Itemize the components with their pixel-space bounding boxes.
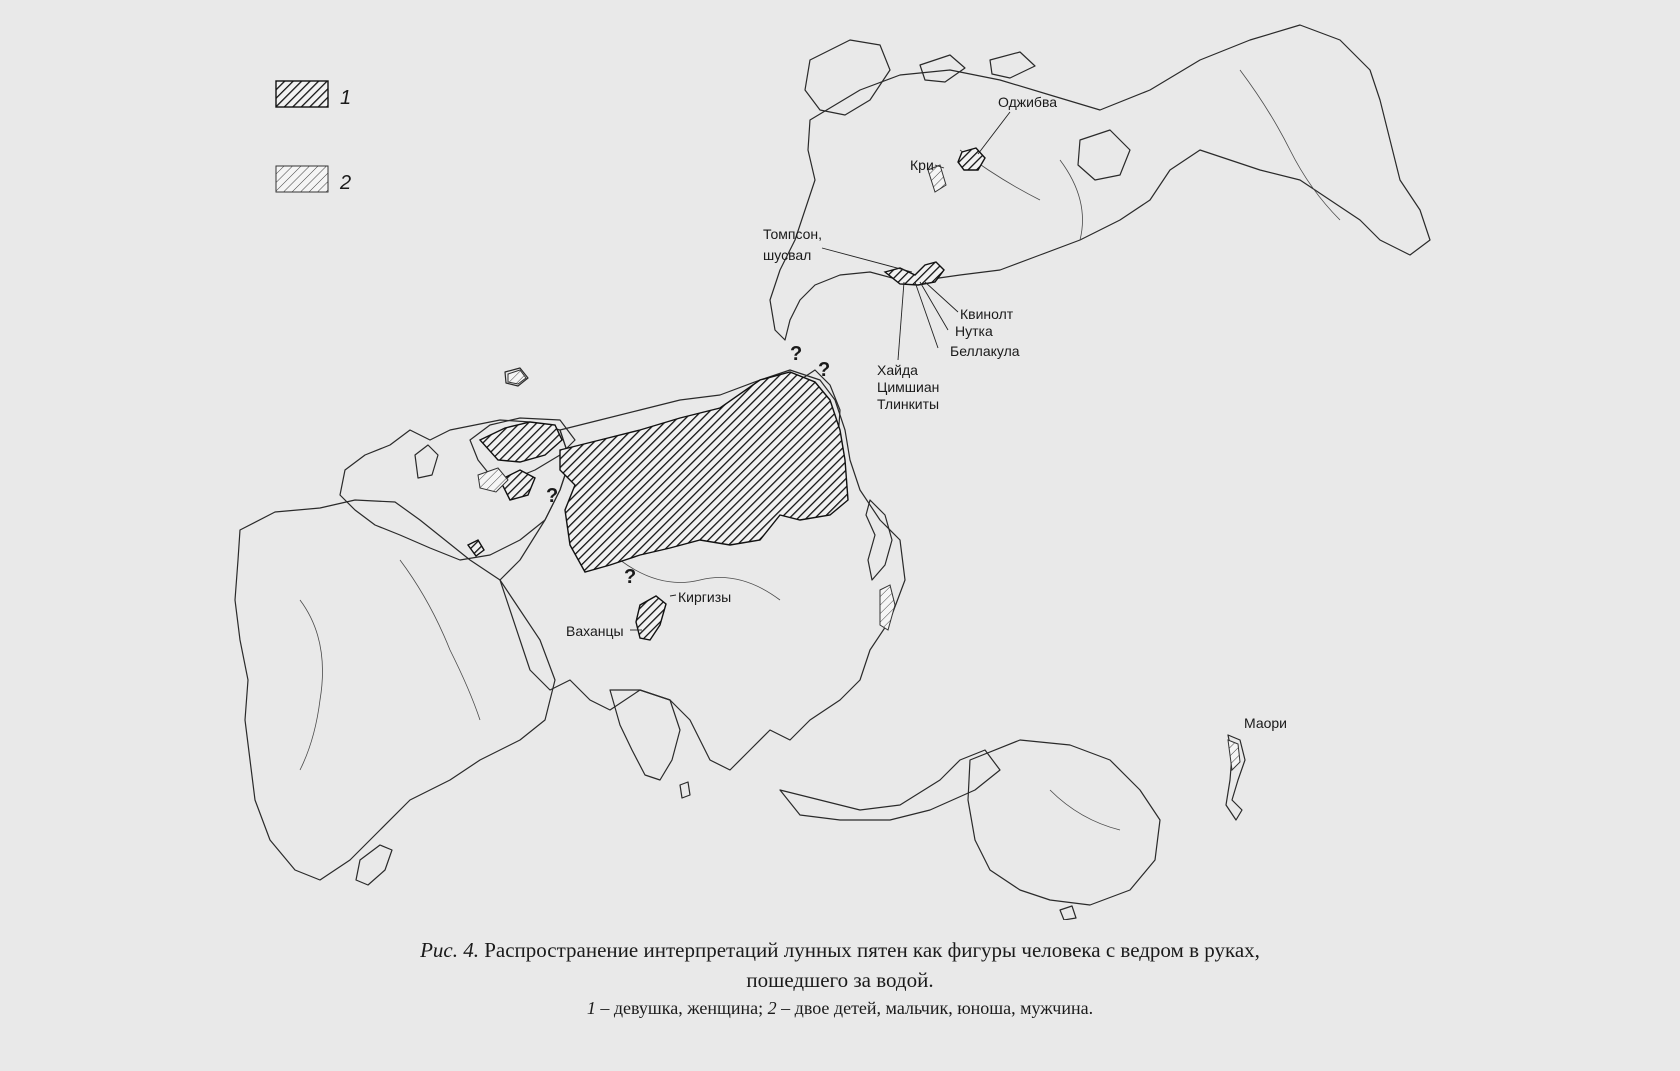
label-odzhibva: Оджибва [998,94,1058,110]
label-kvinolt: Квинолт [960,306,1014,322]
leader-line [920,282,948,330]
question-mark: ? [624,566,637,588]
legend [276,81,351,194]
caption-title-line-2: пошедшего за водой. [746,968,934,992]
australia [968,740,1160,905]
leader-line [925,282,958,312]
label-nutka: Нутка [955,323,993,339]
caption-legend-text-1: – девушка, женщина; [595,998,768,1018]
caption-legend-text-2: – двое детей, мальчик, юноша, мужчина. [776,998,1094,1018]
label-vakhantsy: Ваханцы [566,623,624,639]
sri-lanka [680,782,690,798]
label-tlinkity: Тлинкиты [877,396,940,412]
caption-legend-line [240,995,1440,1021]
question-mark: ? [546,485,559,507]
tasmania [1060,906,1076,920]
figure-caption [240,935,1440,1021]
legend-swatch-2 [276,166,328,192]
legend-swatch-1 [276,81,328,107]
label-kri: Кри [910,157,934,173]
label-kirgizy: Киргизы [678,589,732,605]
leader-line [898,282,904,360]
indian-subcontinent [610,690,680,780]
legend-key-1: 1 [340,87,352,109]
label-tsimshian: Цимшиан [877,379,940,395]
arctic-island-2 [990,52,1035,78]
africa-landmass [235,500,555,880]
caption-legend-key-1: 1 [586,998,596,1018]
label-tompson: Томпсон, [763,226,823,242]
caption-title-line-1 [240,935,1440,965]
caption-fig-label: Рис. 4. [420,938,479,962]
madagascar [356,845,392,885]
label-bellakula: Беллакула [950,343,1020,359]
question-mark: ? [790,343,803,365]
legend-key-2: 2 [340,172,352,194]
caption-legend-key-2: 2 [767,998,777,1018]
question-mark: ? [818,359,831,381]
southeast-asia-islands [780,750,1000,820]
leader-line [915,282,938,348]
label-shusval: шусвал [763,247,812,263]
caption-title-text-1: Распространение интерпретаций лунных пятен как фигуры человека с ведром в руках, [484,938,1260,962]
label-maori: Маори [1244,715,1287,731]
label-khaida: Хайда [877,362,918,378]
